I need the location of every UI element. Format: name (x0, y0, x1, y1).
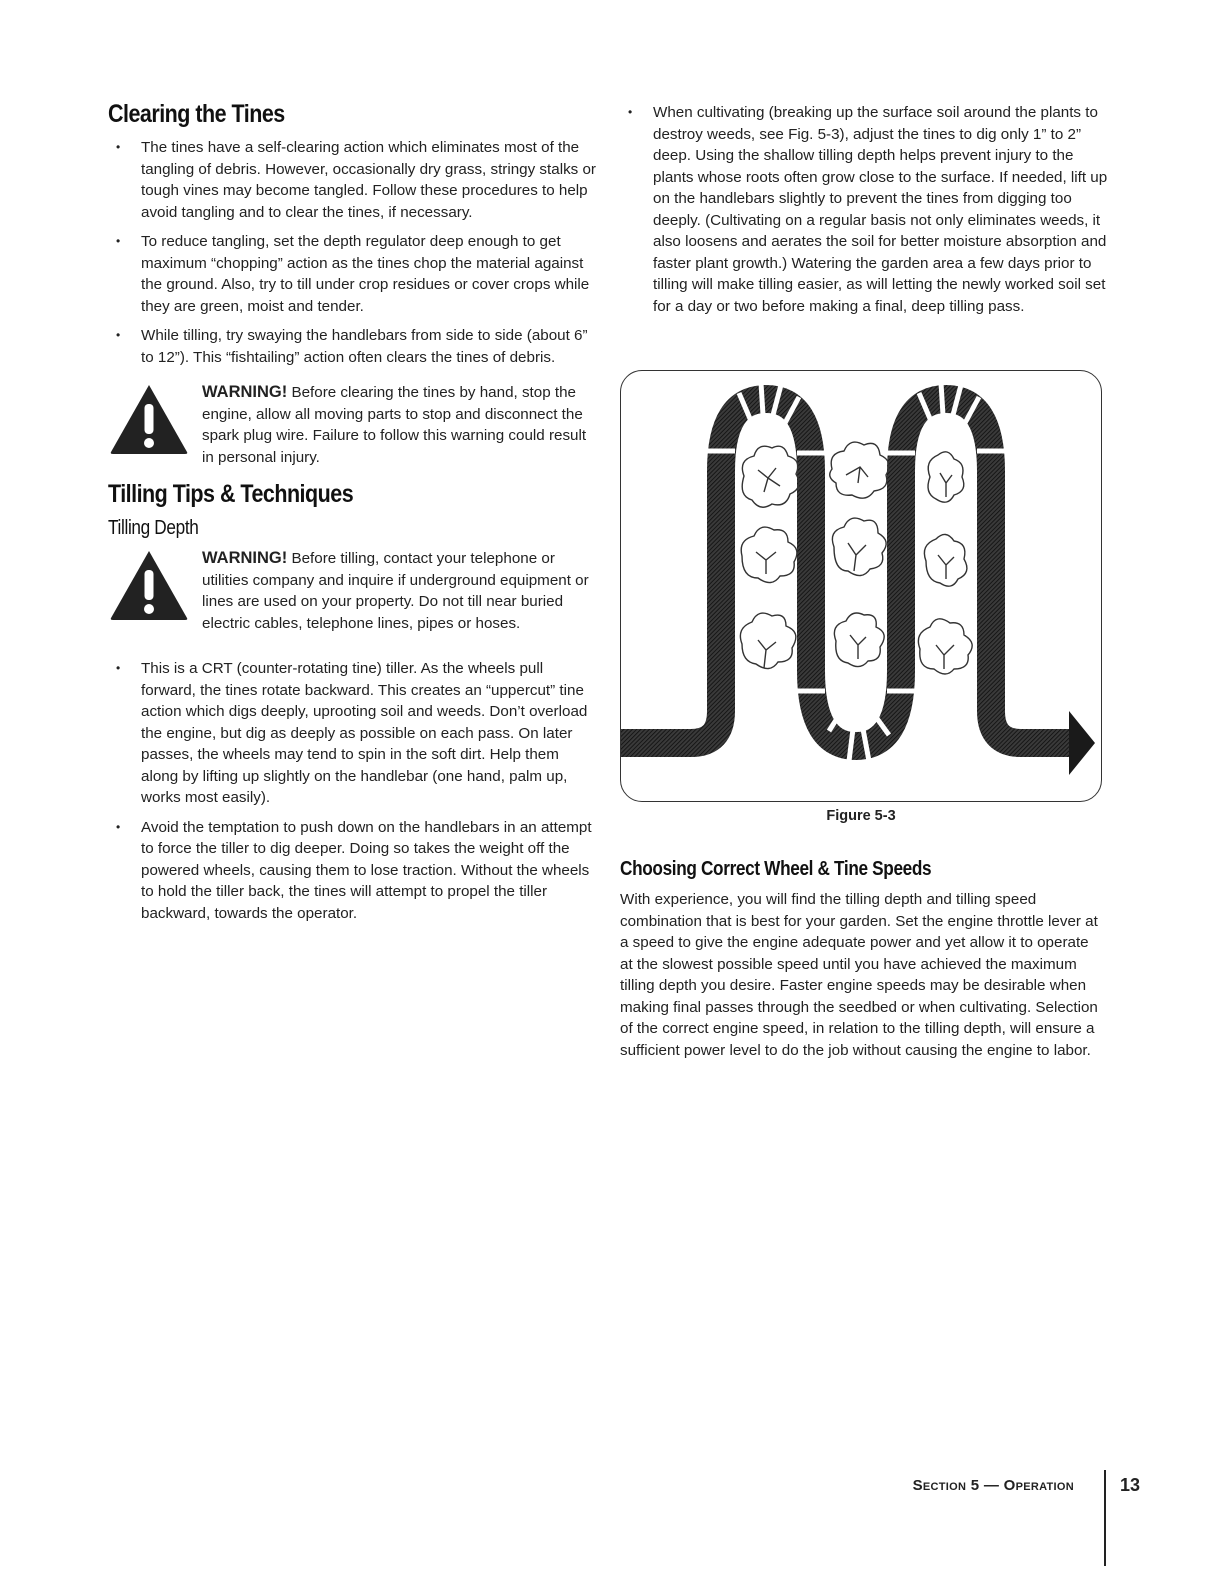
warning-label: WARNING! (202, 549, 288, 567)
right-column (620, 102, 1110, 325)
bullet-dot: • (116, 661, 121, 675)
clearing-bullet-2: To reduce tangling, set the depth regulator deep enough to get maximum “chopping” action as the tines chop the material against the ground. Also, try to till under crop residues or cover crops while they are green, moist and tender. (141, 233, 590, 315)
list-item (108, 137, 598, 223)
left-column (108, 100, 598, 932)
warning-label: WARNING! (202, 383, 288, 401)
list-item (620, 102, 1110, 317)
warning-text: Before tilling, contact your telephone or utilities company and inquire if underground equipment or lines are used on your property. Do not till near buried electric cables, telephone lines, pipes or hoses. (202, 550, 589, 632)
warning-text: Before clearing the tines by hand, stop the engine, allow all moving parts to stop and disconnect the spark plug wire. Failure to follow this warning could result in personal injury. (202, 384, 587, 466)
bullet-dot: • (116, 234, 121, 248)
direction-arrow-icon (1069, 711, 1095, 775)
tilling-depth-heading: Tilling Depth (108, 517, 199, 539)
bullet-dot: • (116, 819, 121, 834)
page-number: 13 (1120, 1475, 1141, 1495)
plant-icon (834, 613, 884, 667)
bullet-dot: • (116, 328, 121, 342)
figure-caption: Figure 5-3 (826, 808, 896, 824)
warning-triangle-icon (108, 382, 190, 456)
footer-section-label: Section 5 — Operation (912, 1477, 1074, 1494)
figure-5-3-illustration (620, 370, 1102, 802)
path-dashes (707, 383, 1005, 761)
speeds-heading: Choosing Correct Wheel & Tine Speeds (620, 858, 932, 880)
list-item (108, 231, 598, 317)
tilling-warning (108, 548, 598, 648)
plant-icon (742, 446, 799, 507)
speeds-section (620, 858, 1100, 1061)
plant-icon (741, 527, 797, 582)
tips-bullet-1: This is a CRT (counter-rotating tine) tiller. As the wheels pull forward, the tines rotate backward. This creates an “uppercut” tine action which digs deeply, uprooting soil and weeds. Don’t overload the engine, but dig as deeply as possible on each pass. On later passes, the wheels may tend to spin in the soft dirt. Help them along by lifting up slightly on the handlebar (one hand, palm up, works most easily). (141, 660, 588, 806)
list-item (108, 658, 598, 809)
speeds-paragraph: With experience, you will find the tilling depth and tilling speed combination that is best for your garden. Set the engine throttle lever at a speed to give the engine adequate power and yet allow it to operate at the slowest possible speed until you have achieved the maximum tilling depth you desire. Faster engine speeds may be desirable when making final passes through the seedbed or when cultivating. Selection of the correct engine speed, in relation to the tilling depth, will ensure a sufficient power level to do the job without causing the engine to labor. (620, 891, 1098, 1059)
bullet-dot: • (628, 105, 633, 119)
tilling-path-diagram (621, 371, 1102, 802)
plant-icons (740, 442, 972, 674)
tips-bullet-2: Avoid the temptation to push down on the handlebars in an attempt to force the tiller to dig deeper. Doing so takes the weight off the powered wheels, causing them to lose traction. Without the wheels to hold the tiller back, the tines will attempt to propel the tiller backward, towards the operator. (141, 818, 592, 922)
plant-icon (740, 613, 795, 668)
cultivating-bullet: When cultivating (breaking up the surface soil around the plants to destroy weeds, see Fig. 5-3), adjust the tines to dig only 1” to 2” deep. Using the shallow tilling depth helps prevent injury to the plants whose roots often grow close to the surface. If needed, lift up on the handlebars slightly to prevent the tines from digging too deeply. (Cultivating on a regular basis not only eliminates weeds, it also loosens and aerates the soil for better moisture absorption and faster plant growth.) Watering the garden area a few days prior to tilling will make tilling easier, as will letting the newly worked soil set for a day or two before making a final, deep tilling pass. (653, 104, 1108, 315)
list-item (108, 817, 598, 925)
list-item (108, 325, 598, 368)
plant-icon (928, 452, 964, 502)
plant-icon (918, 619, 972, 674)
footer-divider (1104, 1470, 1106, 1566)
clearing-warning (108, 382, 598, 470)
plant-icon (832, 518, 886, 575)
clearing-bullet-1: The tines have a self-clearing action which eliminates most of the tangling of debris. However, occasionally dry grass, stringy stalks or tough vines may become tangled. Follow these procedures to help avoid tangling and to clear the tines, if necessary. (141, 139, 596, 221)
plant-icon (924, 534, 967, 586)
plant-icon (830, 442, 889, 498)
tilling-tips-heading: Tilling Tips & Techniques (108, 480, 354, 508)
clearing-tines-heading: Clearing the Tines (108, 100, 285, 128)
bullet-dot: • (116, 140, 121, 154)
warning-triangle-icon (108, 548, 190, 622)
clearing-bullet-3: While tilling, try swaying the handlebars from side to side (about 6” to 12”). This “fishtailing” action often clears the tines of debris. (141, 327, 588, 366)
